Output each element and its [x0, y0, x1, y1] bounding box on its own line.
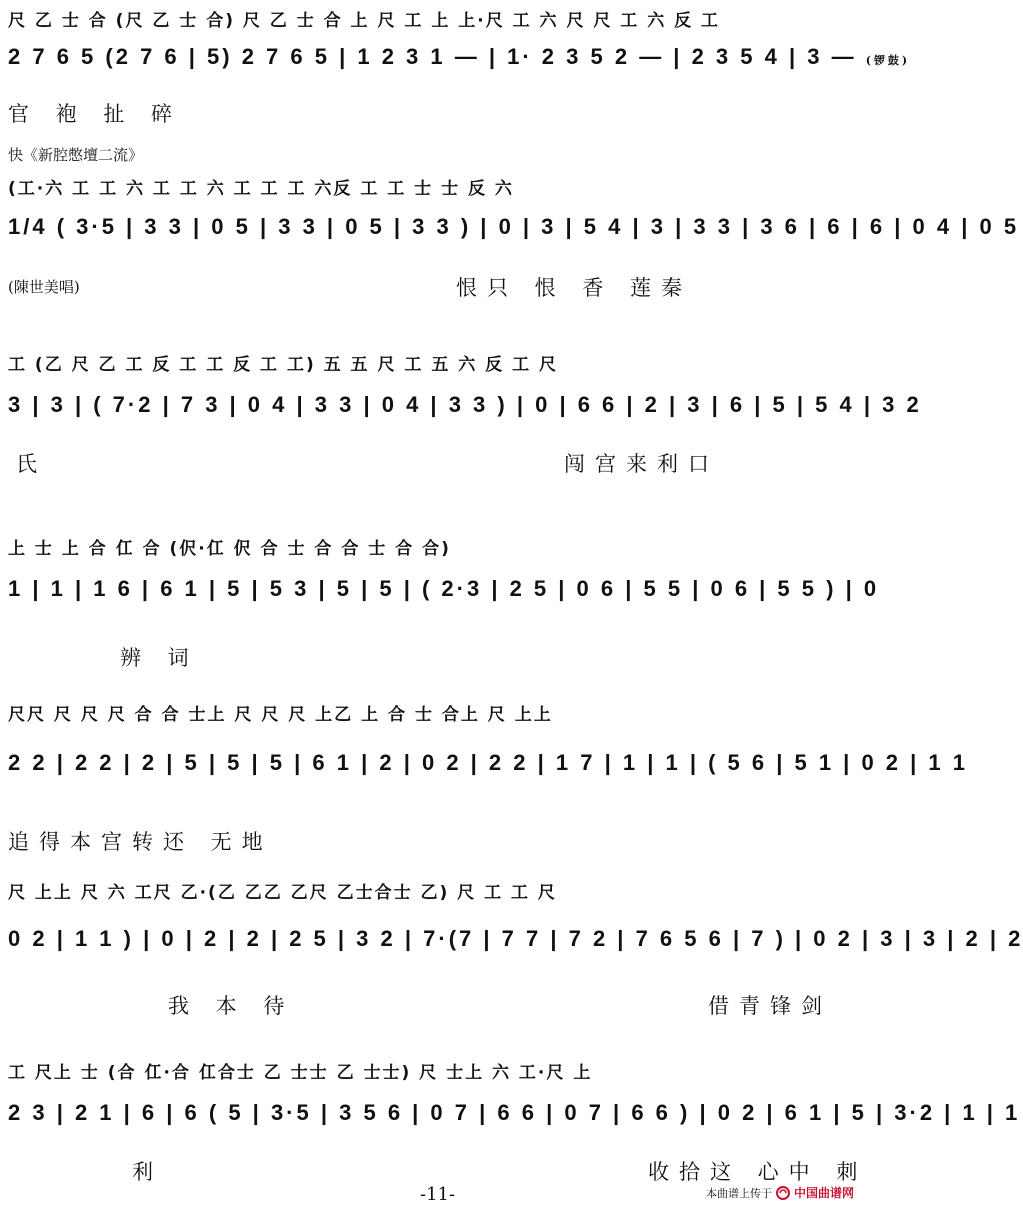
score-system-3: [8, 330, 922, 480]
lyrics-line-end: 收拾这 心中 刺: [648, 1160, 868, 1184]
gongche-notation-line: 上 士 上 合 仜 合 (伬·仜 伬 合 士 合 合 士 合 合): [8, 539, 451, 559]
site-logo-icon: [776, 1186, 790, 1200]
score-system-2: [8, 144, 1020, 304]
upload-credit: [706, 1184, 854, 1201]
lyrics-line-end: 借青锋剑: [708, 994, 832, 1018]
score-system-1: [8, 4, 911, 126]
singer-caption: (陳世美唱): [8, 278, 80, 296]
jianpu-notation-line: 2 7 6 5 (2 7 6 | 5) 2 7 6 5 | 1 2 3 1 — | 1· 2 3 5 2 — | 2 3 5 4 | 3 — (锣鼓): [8, 44, 911, 69]
gongche-notation-line: 尺尺 尺 尺 尺 合 合 士上 尺 尺 尺 上乙 上 合 士 合上 尺 上上: [8, 705, 553, 725]
page-number: -11-: [420, 1184, 456, 1205]
jianpu-notation-line: 0 2 | 1 1 ) | 0 | 2 | 2 | 2 5 | 3 2 | 7·(7 | 7 7 | 7 2 | 7 6 5 6 | 7 ) | 0 2 | 3 | 3 | 2 | 2: [8, 926, 1023, 951]
gongche-notation-line: 尺 上上 尺 六 工尺 乙·(乙 乙乙 乙尺 乙士合士 乙) 尺 工 工 尺: [8, 883, 557, 903]
lyrics-line-start: 氏: [16, 452, 47, 476]
jianpu-notation-line: 2 3 | 2 1 | 6 | 6 ( 5 | 3·5 | 3 5 6 | 0 7 | 6 6 | 0 7 | 6 6 ) | 0 2 | 6 1 | 5 | 3·2 | 1 | 1: [8, 1100, 1021, 1125]
gongche-notation-line: 尺 乙 士 合 (尺 乙 士 合) 尺 乙 士 合 上 尺 工 上 上·尺 工 六 尺 尺 工 六 反 工: [8, 11, 721, 31]
jianpu-notation-line: 2 2 | 2 2 | 2 | 5 | 5 | 5 | 6 1 | 2 | 0 2 | 2 2 | 1 7 | 1 | 1 | ( 5 6 | 5 1 | 0 2 | 1 1: [8, 750, 968, 775]
score-system-7: [8, 1040, 1021, 1184]
credit-prefix: 本曲谱上传于: [706, 1186, 772, 1200]
score-system-5: [8, 690, 968, 854]
lyrics-line-end: 闯宫来利口: [564, 452, 719, 476]
jianpu-notation-line: 1/4 ( 3·5 | 3 3 | 0 5 | 3 3 | 0 5 | 3 3 ) | 0 | 3 | 5 4 | 3 | 3 3 | 3 6 | 6 | 6 | 0 4 | 0 5: [8, 214, 1020, 239]
lyrics-line: 恨只 恨 香 莲秦: [456, 276, 693, 300]
jianpu-notation-line: 3 | 3 | ( 7·2 | 7 3 | 0 4 | 3 3 | 0 4 | 3 3 ) | 0 | 6 6 | 2 | 3 | 6 | 5 | 5 4 | 3 2: [8, 392, 922, 417]
tempo-caption: 快《新腔憋壇二流》: [8, 146, 144, 164]
gongche-notation-line: 工 (乙 尺 乙 工 反 工 工 反 工 工) 五 五 尺 工 五 六 反 工 尺: [8, 355, 558, 375]
credit-site: 中国曲谱网: [794, 1186, 855, 1200]
lyrics-line: 官 袍 扯 碎: [8, 102, 183, 126]
jianpu-notation-line: 1 | 1 | 1 6 | 6 1 | 5 | 5 3 | 5 | 5 | ( 2·3 | 2 5 | 0 6 | 5 5 | 0 6 | 5 5 ) | 0: [8, 576, 880, 601]
gongche-notation-line: 工 尺上 士 (合 仜·合 仜合士 乙 士士 乙 士士) 尺 士上 六 工·尺 上: [8, 1063, 593, 1083]
score-system-6: [8, 870, 1023, 1020]
percussion-note: (锣鼓): [865, 54, 911, 67]
lyrics-line: 追得本宫转还 无地: [8, 830, 273, 854]
lyrics-line-start: 我 本 待: [168, 994, 295, 1018]
lyrics-line-start: 利: [132, 1160, 163, 1184]
lyrics-line: 辨 词: [120, 646, 199, 670]
score-system-4: [8, 510, 892, 670]
gongche-notation-line: (工·六 工 工 六 工 工 六 工 工 工 六反 工 工 士 士 反 六: [8, 179, 514, 199]
